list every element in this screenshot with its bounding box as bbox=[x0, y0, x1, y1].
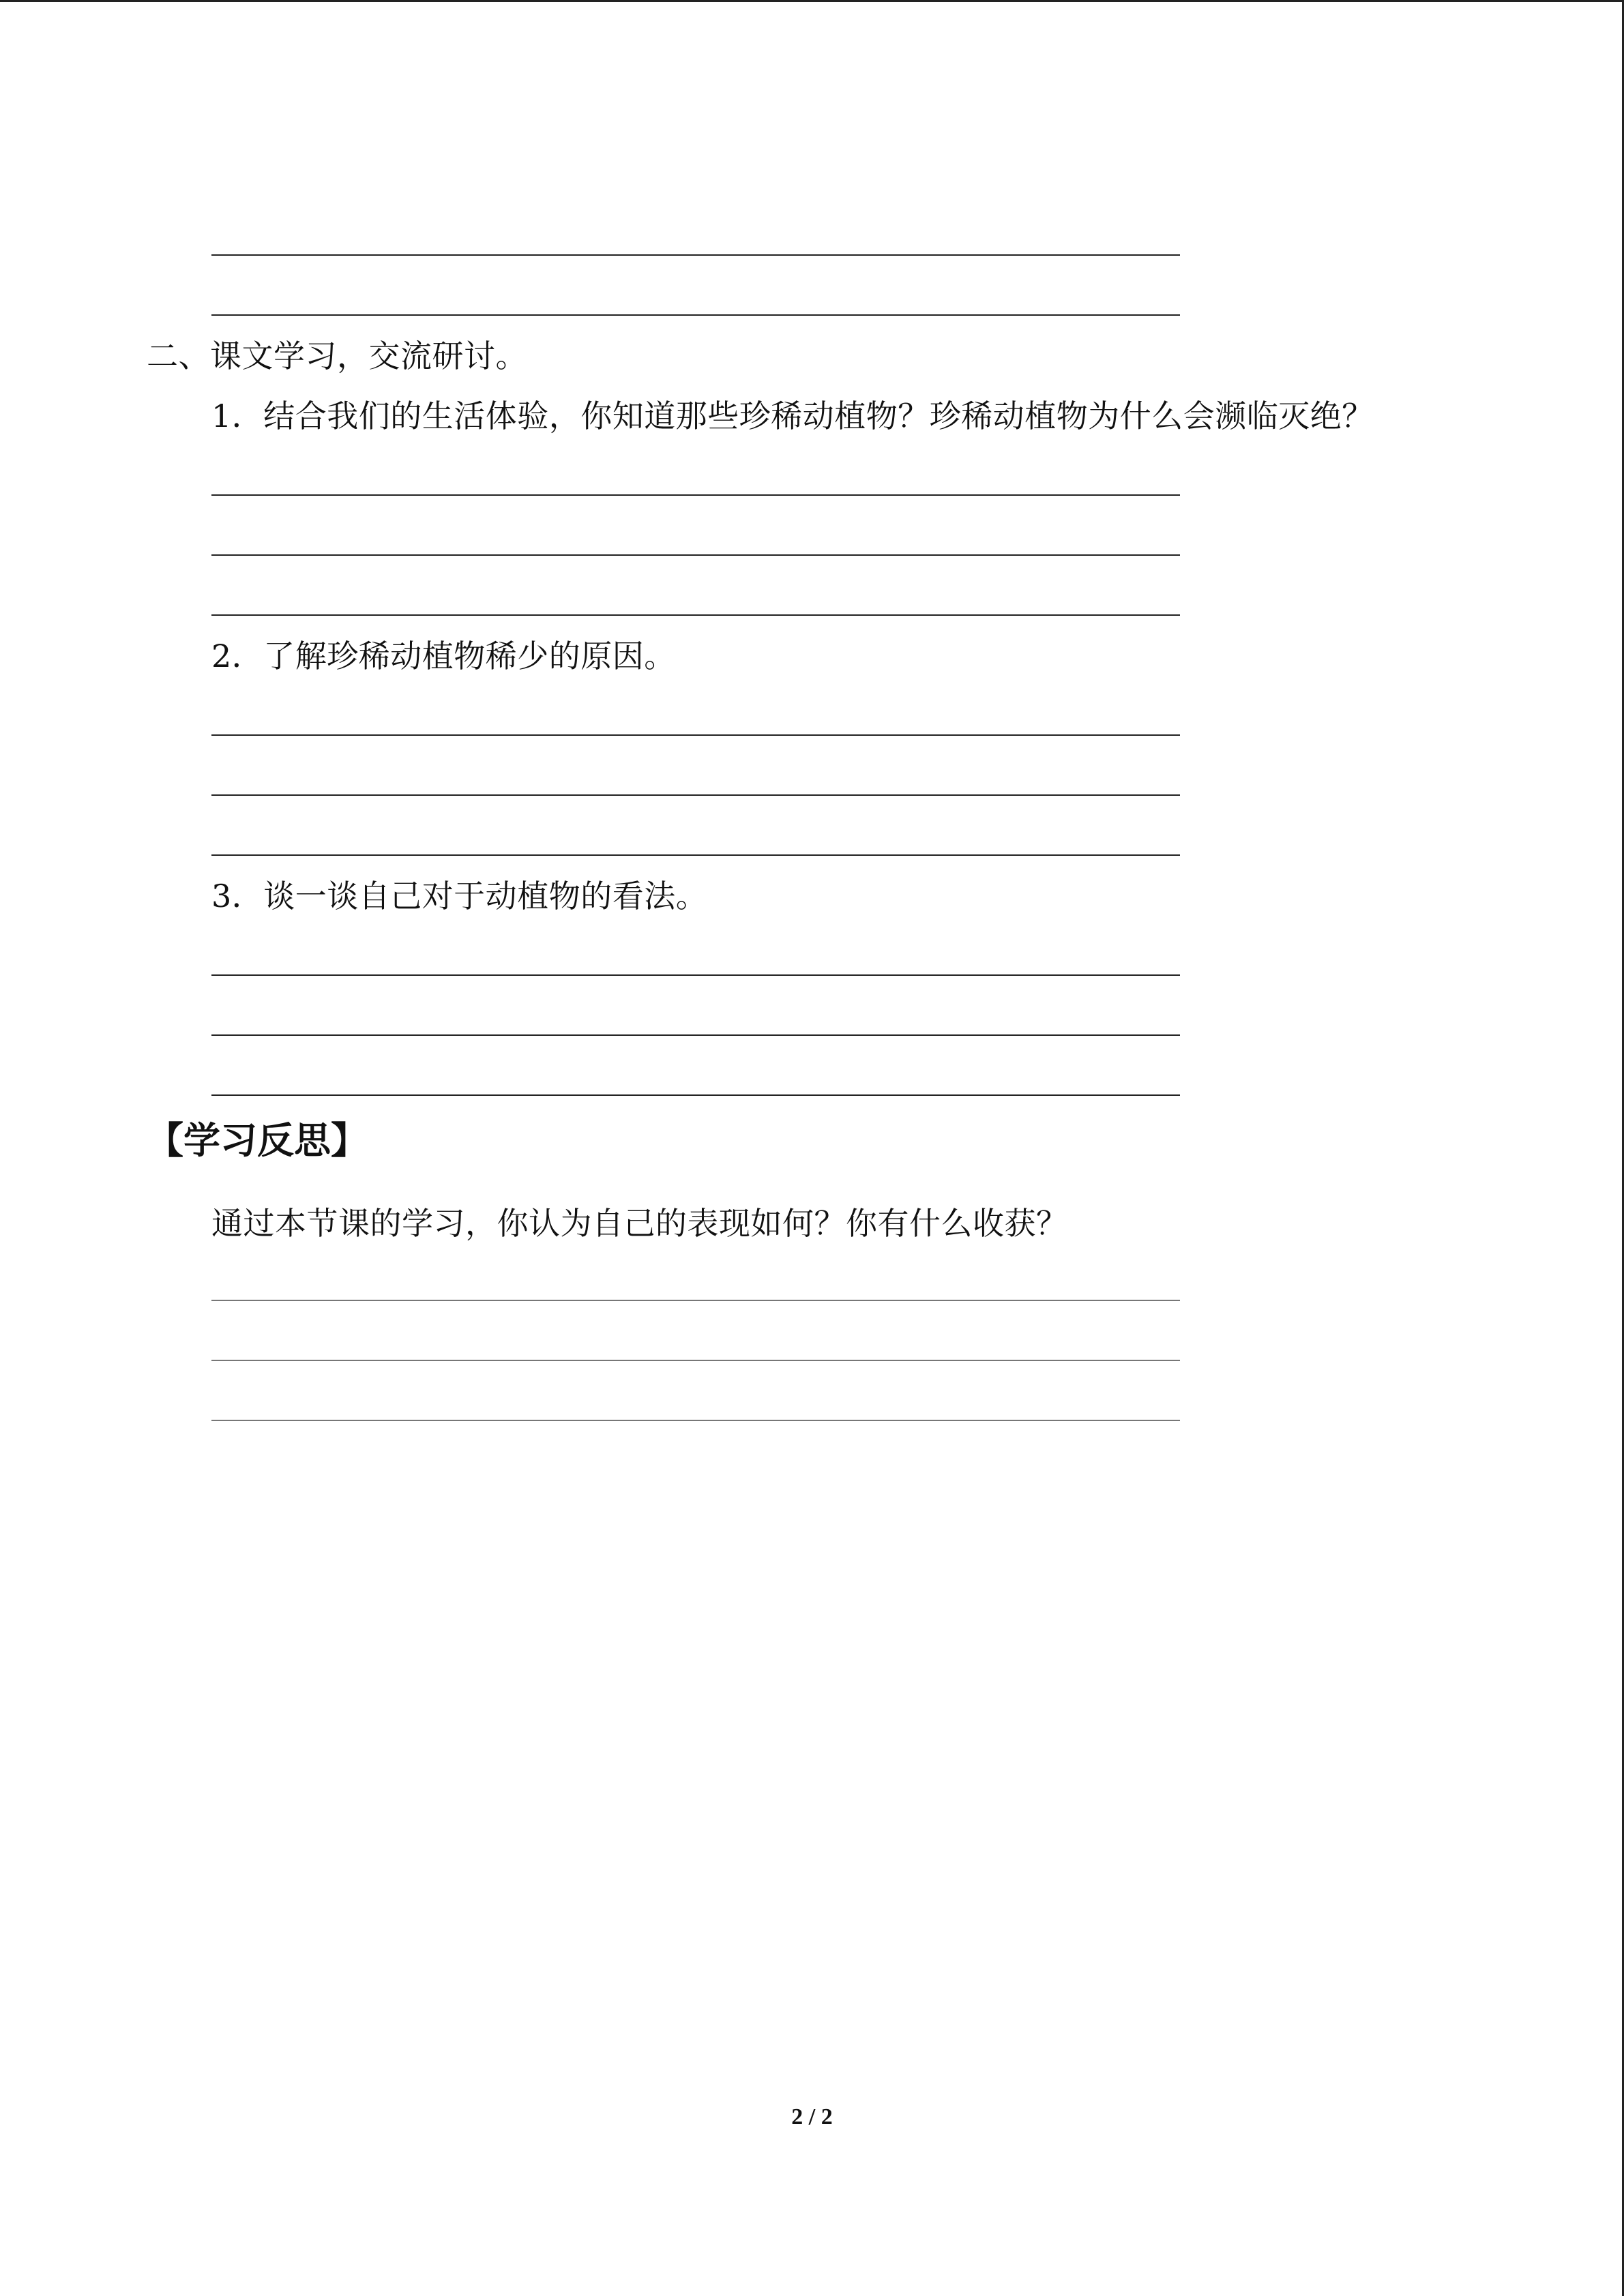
answer-line bbox=[211, 974, 1180, 976]
reflection-heading: 【学习反思】 bbox=[147, 1119, 368, 1162]
answer-line bbox=[211, 1360, 1180, 1361]
question-2: 2．了解珍稀动植物稀少的原因。 bbox=[211, 638, 676, 674]
answer-line bbox=[211, 794, 1180, 796]
answer-line bbox=[211, 614, 1180, 616]
question-1: 1．结合我们的生活体验，你知道那些珍稀动植物？珍稀动植物为什么会濒临灭绝？ bbox=[211, 398, 1374, 434]
answer-line bbox=[211, 1300, 1180, 1301]
section-title: 二、课文学习，交流研讨。 bbox=[147, 338, 527, 374]
answer-line bbox=[211, 854, 1180, 856]
answer-line bbox=[211, 1034, 1180, 1036]
answer-line bbox=[211, 254, 1180, 256]
page-number: 2 / 2 bbox=[791, 2104, 833, 2130]
answer-line bbox=[211, 734, 1180, 736]
reflection-prompt: 通过本节课的学习，你认为自己的表现如何？你有什么收获？ bbox=[211, 1205, 1068, 1242]
page-border-top bbox=[0, 0, 1624, 2]
answer-line bbox=[211, 1420, 1180, 1421]
answer-line bbox=[211, 314, 1180, 316]
question-3: 3．谈一谈自己对于动植物的看法。 bbox=[211, 878, 708, 914]
answer-line bbox=[211, 494, 1180, 496]
answer-line bbox=[211, 1094, 1180, 1096]
answer-line bbox=[211, 554, 1180, 556]
